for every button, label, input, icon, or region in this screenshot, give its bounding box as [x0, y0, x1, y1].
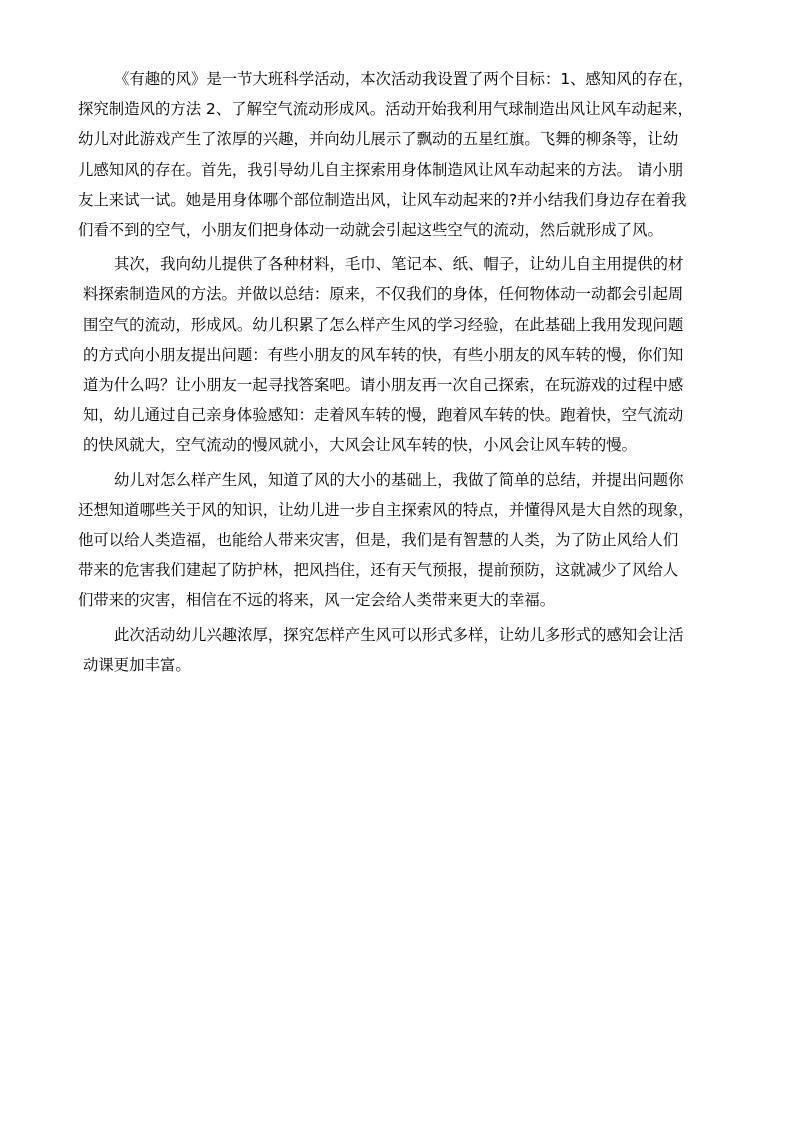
text-line: 围空气的流动，形成风。幼儿积累了怎么样产生风的学习经验，在此基础上我用发现问题: [83, 315, 684, 334]
text-line: 幼儿对此游戏产生了浓厚的兴趣，并向幼儿展示了飘动的五星红旗。飞舞的柳条等，让幼: [78, 130, 679, 149]
text-line: 们看不到的空气，小朋友们把身体动一动就会引起这些空气的流动，然后就形成了风。: [78, 221, 663, 240]
text-line: 其次，我向幼儿提供了各种材料，毛巾、笔记本、纸、帽子，让幼儿自主用提供的材: [114, 255, 684, 274]
paragraph-3: [78, 465, 714, 616]
text-line: 他可以给人类造福，也能给人带来灾害，但是，我们是有智慧的人类，为了防止风给人们: [78, 531, 679, 550]
text-line: 的方式向小朋友提出问题：有些小朋友的风车转的快，有些小朋友的风车转的慢，你们知: [83, 345, 684, 364]
paragraph-1: [78, 64, 714, 245]
text-line: 道为什么吗？让小朋友一起寻找答案吧。请小朋友再一次自己探索，在玩游戏的过程中感: [83, 376, 684, 395]
document-page: [78, 64, 714, 684]
text-line: 儿感知风的存在。首先，我引导幼儿自主探索用身体制造风让风车动起来的方法。 请小朋: [78, 160, 684, 179]
text-line: 探究制造风的方法 2、了解空气流动形成风。活动开始我利用气球制造出风让风车动起来，: [78, 100, 693, 119]
paragraph-2: [78, 249, 714, 460]
text-line: 们带来的灾害，相信在不远的将来，风一定会给人类带来更大的幸福。: [78, 591, 556, 610]
text-line: 此次活动幼儿兴趣浓厚，探究怎样产生风可以形式多样，让幼儿多形式的感知会让活: [114, 625, 684, 644]
text-line: 知，幼儿通过自己亲身体验感知：走着风车转的慢，跑着风车转的快。跑着快，空气流动: [83, 406, 684, 425]
text-line: 带来的危害我们建起了防护林，把风挡住，还有天气预报，提前预防，这就减少了风给人: [78, 561, 679, 580]
text-line: 料探索制造风的方法。并做以总结：原来，不仅我们的身体，任何物体动一动都会引起周: [83, 285, 684, 304]
text-line: 动课更加丰富。: [83, 655, 191, 674]
paragraph-4: [78, 620, 714, 680]
text-line: 友上来试一试。她是用身体哪个部位制造出风，让风车动起来的?并小结我们身边存在着我: [78, 190, 687, 209]
text-line: 幼儿对怎么样产生风，知道了风的大小的基础上，我做了简单的总结，并提出问题你: [114, 470, 684, 489]
text-line: 的快风就大，空气流动的慢风就小，大风会让风车转的快，小风会让风车转的慢。: [83, 436, 638, 455]
text-line: 还想知道哪些关于风的知识，让幼儿进一步自主探索风的特点，并懂得风是大自然的现象，: [78, 500, 694, 519]
text-line: 《有趣的风》是一节大班科学活动，本次活动我设置了两个目标：1、感知风的存在，: [114, 70, 694, 88]
